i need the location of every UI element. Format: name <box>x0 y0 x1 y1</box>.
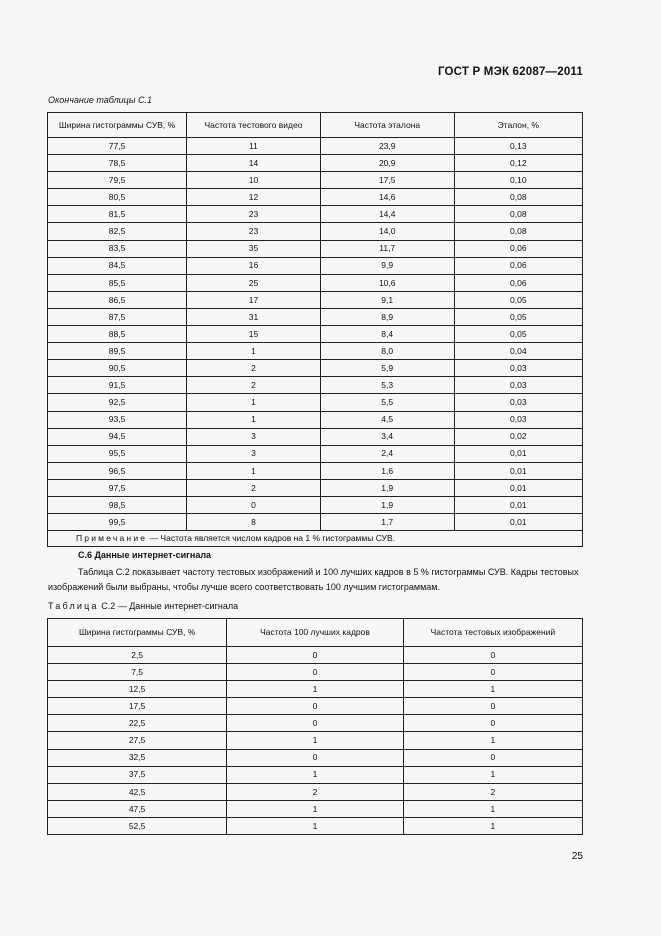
table-cell: 2 <box>227 783 404 800</box>
table-c2 <box>47 618 583 835</box>
table-cell: 23 <box>187 223 321 240</box>
table-cell: 11 <box>187 138 321 155</box>
table-cell: 12,5 <box>48 681 227 698</box>
table-cell: 37,5 <box>48 766 227 783</box>
table-cell: 0,06 <box>454 240 582 257</box>
table-cell: 1 <box>187 462 321 479</box>
table-cell: 83,5 <box>48 240 187 257</box>
table1-row <box>48 360 583 377</box>
table-cell: 0,12 <box>454 155 582 172</box>
table-cell: 0 <box>227 749 404 766</box>
table-cell: 5,5 <box>320 394 454 411</box>
table-cell: 81,5 <box>48 206 187 223</box>
table-cell: 91,5 <box>48 377 187 394</box>
section-paragraph: Таблица С.2 показывает частоту тестовых изображений и 100 лучших кадров в 5 % гистограммы СУВ. Кадры тестовых изображений были выбраны, чтобы лучше всего соответствовать 100 лучшим гистограммам. <box>48 567 579 592</box>
table-cell: 12 <box>187 189 321 206</box>
table-cell: 4,5 <box>320 411 454 428</box>
table-cell: 42,5 <box>48 783 227 800</box>
table-cell: 25 <box>187 274 321 291</box>
table2-row <box>48 800 583 817</box>
table-cell: 0,03 <box>454 394 582 411</box>
table-cell: 17 <box>187 291 321 308</box>
table-cell: 0,03 <box>454 411 582 428</box>
table2-row <box>48 749 583 766</box>
table-cell: 17,5 <box>320 172 454 189</box>
table-cell: 89,5 <box>48 343 187 360</box>
table-cell: 1 <box>187 343 321 360</box>
table-cell: 2 <box>187 377 321 394</box>
table-cell: 0,02 <box>454 428 582 445</box>
table1-row <box>48 257 583 274</box>
table-cell: 0,03 <box>454 360 582 377</box>
table-cell: 31 <box>187 308 321 325</box>
table1-row <box>48 223 583 240</box>
table1-row <box>48 445 583 462</box>
table-cell: 0,08 <box>454 189 582 206</box>
table-cell: 3 <box>187 445 321 462</box>
table-cell: 1 <box>227 732 404 749</box>
table-cell: 93,5 <box>48 411 187 428</box>
table-cell: 0,01 <box>454 445 582 462</box>
table2-header-row <box>48 619 583 647</box>
table1-col-header: Эталон, % <box>454 113 582 138</box>
table1-caption: Окончание таблицы С.1 <box>48 95 152 105</box>
table-cell: 1,7 <box>320 514 454 531</box>
table1-row <box>48 496 583 513</box>
table-cell: 1 <box>227 817 404 834</box>
table1-row <box>48 394 583 411</box>
table-cell: 0,05 <box>454 291 582 308</box>
table-cell: 1 <box>403 817 582 834</box>
table-cell: 8,0 <box>320 343 454 360</box>
table-cell: 10 <box>187 172 321 189</box>
table-cell: 22,5 <box>48 715 227 732</box>
table1-row <box>48 428 583 445</box>
table-cell: 77,5 <box>48 138 187 155</box>
table-cell: 23 <box>187 206 321 223</box>
table2-row <box>48 817 583 834</box>
table-cell: 7,5 <box>48 664 227 681</box>
table-cell: 0 <box>227 715 404 732</box>
table1-col-header: Частота тестового видео <box>187 113 321 138</box>
table-cell: 0,08 <box>454 223 582 240</box>
table1-row <box>48 172 583 189</box>
table-cell: 0,10 <box>454 172 582 189</box>
table-cell: 8,4 <box>320 326 454 343</box>
table1-row <box>48 377 583 394</box>
table-cell: 32,5 <box>48 749 227 766</box>
table-cell: 1 <box>227 681 404 698</box>
table1-row <box>48 462 583 479</box>
table1-row <box>48 479 583 496</box>
table-cell: 87,5 <box>48 308 187 325</box>
table-cell: 85,5 <box>48 274 187 291</box>
table-cell: 0,05 <box>454 326 582 343</box>
table-cell: 0,08 <box>454 206 582 223</box>
table-cell: 95,5 <box>48 445 187 462</box>
table-cell: 0 <box>227 647 404 664</box>
table-cell: 0 <box>403 749 582 766</box>
table-cell: 5,9 <box>320 360 454 377</box>
table-cell: 16 <box>187 257 321 274</box>
note-label: Примечание <box>76 533 148 544</box>
table-cell: 8 <box>187 514 321 531</box>
table-cell: 17,5 <box>48 698 227 715</box>
table-cell: 2,5 <box>48 647 227 664</box>
table-cell: 9,9 <box>320 257 454 274</box>
table2-row <box>48 732 583 749</box>
table2-row <box>48 664 583 681</box>
table-cell: 1 <box>227 766 404 783</box>
table1-row <box>48 308 583 325</box>
table1-row <box>48 138 583 155</box>
table1-row <box>48 274 583 291</box>
table-cell: 1,9 <box>320 496 454 513</box>
table1-row <box>48 206 583 223</box>
table1-row <box>48 514 583 531</box>
table-cell: 86,5 <box>48 291 187 308</box>
table-cell: 2 <box>187 479 321 496</box>
table1-row <box>48 155 583 172</box>
table-cell: 88,5 <box>48 326 187 343</box>
note-text: — Частота является числом кадров на 1 % гистограммы СУВ. <box>147 533 395 544</box>
table-cell: 78,5 <box>48 155 187 172</box>
table-cell: 0,03 <box>454 377 582 394</box>
table-cell: 1 <box>227 800 404 817</box>
table-cell: 1 <box>187 394 321 411</box>
table1-header-row <box>48 113 583 138</box>
table-cell: 99,5 <box>48 514 187 531</box>
table1-col-header: Ширина гистограммы СУВ, % <box>48 113 187 138</box>
table1-col-header: Частота эталона <box>320 113 454 138</box>
table-cell: 1,9 <box>320 479 454 496</box>
table2-row <box>48 766 583 783</box>
table2-col-header: Ширина гистограммы СУВ, % <box>48 619 227 647</box>
table1-note <box>48 531 583 547</box>
table1-row <box>48 326 583 343</box>
table-cell: 8,9 <box>320 308 454 325</box>
table2-row <box>48 698 583 715</box>
table-cell: 0 <box>403 664 582 681</box>
table-cell: 14 <box>187 155 321 172</box>
table-cell: 1 <box>403 766 582 783</box>
table2-caption-label: Таблица <box>48 601 99 611</box>
table2-caption <box>48 601 238 611</box>
table-cell: 92,5 <box>48 394 187 411</box>
table-cell: 11,7 <box>320 240 454 257</box>
table-cell: 97,5 <box>48 479 187 496</box>
table-cell: 0,01 <box>454 514 582 531</box>
table-cell: 9,1 <box>320 291 454 308</box>
table-cell: 2 <box>403 783 582 800</box>
table-cell: 10,6 <box>320 274 454 291</box>
table-cell: 0,06 <box>454 274 582 291</box>
table2-caption-text: С.2 — Данные интернет-сигнала <box>98 601 239 611</box>
table-cell: 2 <box>187 360 321 377</box>
table1-row <box>48 291 583 308</box>
table1-row <box>48 343 583 360</box>
table-cell: 84,5 <box>48 257 187 274</box>
table-cell: 0 <box>227 664 404 681</box>
table-cell: 79,5 <box>48 172 187 189</box>
table-cell: 47,5 <box>48 800 227 817</box>
table-cell: 96,5 <box>48 462 187 479</box>
table-cell: 15 <box>187 326 321 343</box>
table-cell: 3 <box>187 428 321 445</box>
table-cell: 1 <box>403 800 582 817</box>
table-cell: 0,01 <box>454 479 582 496</box>
table2-row <box>48 783 583 800</box>
table-cell: 27,5 <box>48 732 227 749</box>
table-cell: 0 <box>403 647 582 664</box>
table-cell: 35 <box>187 240 321 257</box>
table-cell: 80,5 <box>48 189 187 206</box>
section-title: С.6 Данные интернет-сигнала <box>78 550 212 560</box>
table-cell: 0 <box>227 698 404 715</box>
table1-row <box>48 189 583 206</box>
table-cell: 0,01 <box>454 462 582 479</box>
table-cell: 5,3 <box>320 377 454 394</box>
table2-row <box>48 715 583 732</box>
table-cell: 3,4 <box>320 428 454 445</box>
table-cell: 14,4 <box>320 206 454 223</box>
table-cell: 1 <box>187 411 321 428</box>
table-cell: 1 <box>403 732 582 749</box>
table-c1-continuation <box>47 112 583 547</box>
table-cell: 2,4 <box>320 445 454 462</box>
table2-col-header: Частота 100 лучших кадров <box>227 619 404 647</box>
table-cell: 14,6 <box>320 189 454 206</box>
table-cell: 14,0 <box>320 223 454 240</box>
table-cell: 0,06 <box>454 257 582 274</box>
table2-row <box>48 647 583 664</box>
table-cell: 94,5 <box>48 428 187 445</box>
page-number: 25 <box>571 851 583 862</box>
table-cell: 98,5 <box>48 496 187 513</box>
table-cell: 0 <box>403 698 582 715</box>
table1-row <box>48 411 583 428</box>
table-cell: 82,5 <box>48 223 187 240</box>
table1-note-row <box>48 531 583 547</box>
table2-row <box>48 681 583 698</box>
table-cell: 1 <box>403 681 582 698</box>
table2-col-header: Частота тестовых изображений <box>403 619 582 647</box>
table-cell: 0 <box>187 496 321 513</box>
table-cell: 0,04 <box>454 343 582 360</box>
table1-row <box>48 240 583 257</box>
table-cell: 23,9 <box>320 138 454 155</box>
table-cell: 52,5 <box>48 817 227 834</box>
table-cell: 1,6 <box>320 462 454 479</box>
table-cell: 0,01 <box>454 496 582 513</box>
document-code: ГОСТ Р МЭК 62087—2011 <box>437 66 583 78</box>
table-cell: 0,05 <box>454 308 582 325</box>
table-cell: 0 <box>403 715 582 732</box>
table-cell: 20,9 <box>320 155 454 172</box>
table-cell: 90,5 <box>48 360 187 377</box>
table-cell: 0,13 <box>454 138 582 155</box>
